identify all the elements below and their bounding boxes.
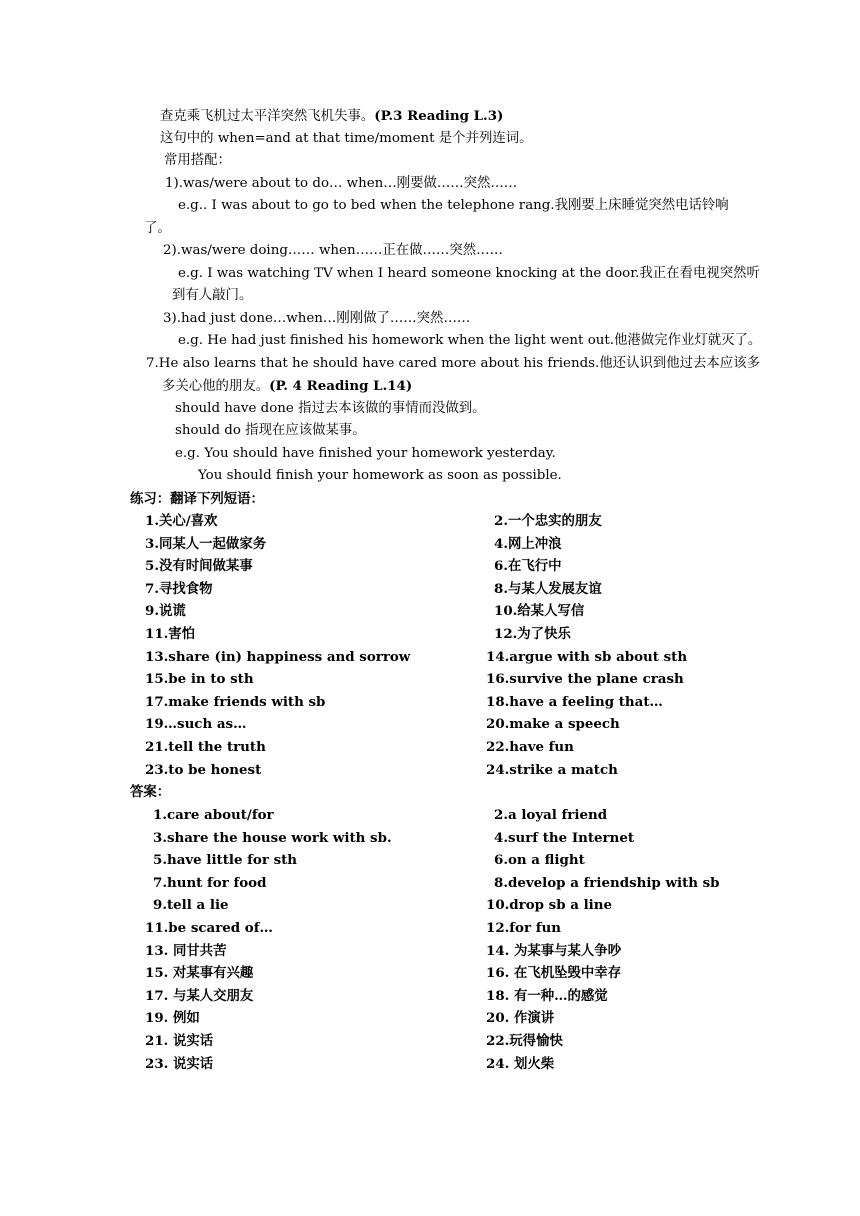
answer-item: 24. 划火柴	[486, 1055, 555, 1072]
answer-item: 23. 说实话	[145, 1055, 214, 1072]
exercise-item: 9.说谎	[145, 603, 186, 620]
exercise-item: 1.关心/喜欢	[145, 513, 218, 529]
exercise-item: 23.to be honest	[145, 761, 262, 778]
answer-item: 5.have little for sth	[153, 852, 298, 869]
answer-item: 16. 在飞机坠毁中幸存	[486, 965, 622, 982]
exercise-item: 17.make friends with sb	[145, 693, 326, 710]
answer-item: 9.tell a lie	[153, 897, 229, 914]
note-text: 多关心他的朋友。	[162, 379, 270, 394]
exercise-item: 7.寻找食物	[145, 580, 213, 597]
exercise-item: 12.为了快乐	[494, 626, 571, 642]
answer-item: 19. 例如	[145, 1010, 200, 1027]
answer-item: 22.玩得愉快	[486, 1033, 563, 1049]
pattern-1-example: e.g.. I was about to go to bed when the telephone rang.我刚要上床睡觉突然电话铃响	[178, 198, 729, 213]
answers-title: 答案：	[130, 784, 171, 800]
pattern-1-example-cont: 了。	[144, 221, 171, 236]
pattern-3-example: e.g. He had just finished his homework when the light went out.他港做完作业灯就灭了。	[178, 333, 762, 348]
answer-item: 11.be scared of…	[145, 920, 273, 936]
answer-item: 2.a loyal friend	[494, 807, 608, 823]
exercise-item: 8.与某人发展友谊	[494, 580, 602, 597]
note-text: 查克乘飞机过太平洋突然飞机失事。	[160, 109, 375, 124]
answer-item: 6.on a flight	[494, 852, 585, 869]
exercise-item: 22.have fun	[486, 739, 574, 755]
answer-item: 4.surf the Internet	[494, 829, 635, 846]
note-line-2: 这句中的 when=and at that time/moment 是个并列连词。	[160, 131, 533, 146]
exercise-item: 6.在飞行中	[494, 558, 562, 575]
exercise-item: 4.网上冲浪	[494, 535, 562, 552]
exercise-item: 15.be in to sth	[145, 671, 254, 688]
exercise-item: 14.argue with sb about sth	[486, 648, 688, 665]
answer-item: 1.care about/for	[153, 807, 274, 823]
exercise-item: 11.害怕	[145, 626, 196, 642]
should-example-2: You should finish your homework as soon as possible.	[198, 468, 562, 483]
exercise-item: 18.have a feeling that…	[486, 693, 663, 710]
answer-item: 13. 同甘共苦	[145, 942, 227, 959]
should-do-note: should do 指现在应该做某事。	[175, 423, 366, 438]
exercise-item: 10.给某人写信	[494, 603, 585, 620]
pattern-1: 1).was/were about to do… when…刚要做……突然……	[165, 176, 518, 191]
answer-item: 17. 与某人交朋友	[145, 987, 254, 1004]
exercise-item: 13.share (in) happiness and sorrow	[145, 648, 411, 665]
answer-item: 12.for fun	[486, 920, 561, 936]
answer-item: 10.drop sb a line	[486, 897, 613, 914]
exercise-title: 练习：翻译下列短语：	[130, 491, 264, 507]
exercise-item: 20.make a speech	[486, 716, 620, 733]
answer-item: 18. 有一种…的感觉	[486, 987, 608, 1004]
pattern-2: 2).was/were doing…… when……正在做……突然……	[163, 243, 503, 258]
pattern-3: 3).had just done…when…刚刚做了……突然……	[163, 311, 471, 326]
exercise-item: 24.strike a match	[486, 761, 618, 778]
exercise-item: 19…such as…	[145, 716, 247, 733]
sentence-7-cont	[162, 377, 412, 396]
exercise-item: 16.survive the plane crash	[486, 671, 684, 688]
answer-item: 15. 对某事有兴趣	[145, 965, 254, 982]
answer-item: 21. 说实话	[145, 1033, 214, 1049]
pattern-2-example: e.g. I was watching TV when I heard someone knocking at the door.我正在看电视突然听	[178, 266, 760, 281]
answer-item: 14. 为某事与某人争吵	[486, 942, 622, 959]
page-reference: (P. 4 Reading L.14)	[269, 378, 413, 394]
page-reference: (P.3 Reading L.3)	[374, 108, 504, 124]
answer-item: 8.develop a friendship with sb	[494, 874, 720, 891]
note-line-1	[160, 107, 503, 126]
exercise-item: 5.没有时间做某事	[145, 558, 253, 575]
note-line-3: 常用搭配：	[164, 153, 231, 168]
answer-item: 3.share the house work with sb.	[153, 829, 392, 846]
sentence-7: 7.He also learns that he should have cared more about his friends.他还认识到他过去本应该多	[146, 356, 760, 371]
exercise-item: 2.一个忠实的朋友	[494, 513, 602, 529]
should-example-1: e.g. You should have finished your homework yesterday.	[175, 446, 556, 461]
answer-item: 20. 作演讲	[486, 1010, 555, 1027]
answer-item: 7.hunt for food	[153, 874, 267, 891]
exercise-item: 3.同某人一起做家务	[145, 535, 267, 552]
exercise-item: 21.tell the truth	[145, 739, 266, 755]
pattern-2-example-cont: 到有人敲门。	[172, 288, 253, 303]
should-have-done-note: should have done 指过去本该做的事情而没做到。	[175, 401, 486, 416]
